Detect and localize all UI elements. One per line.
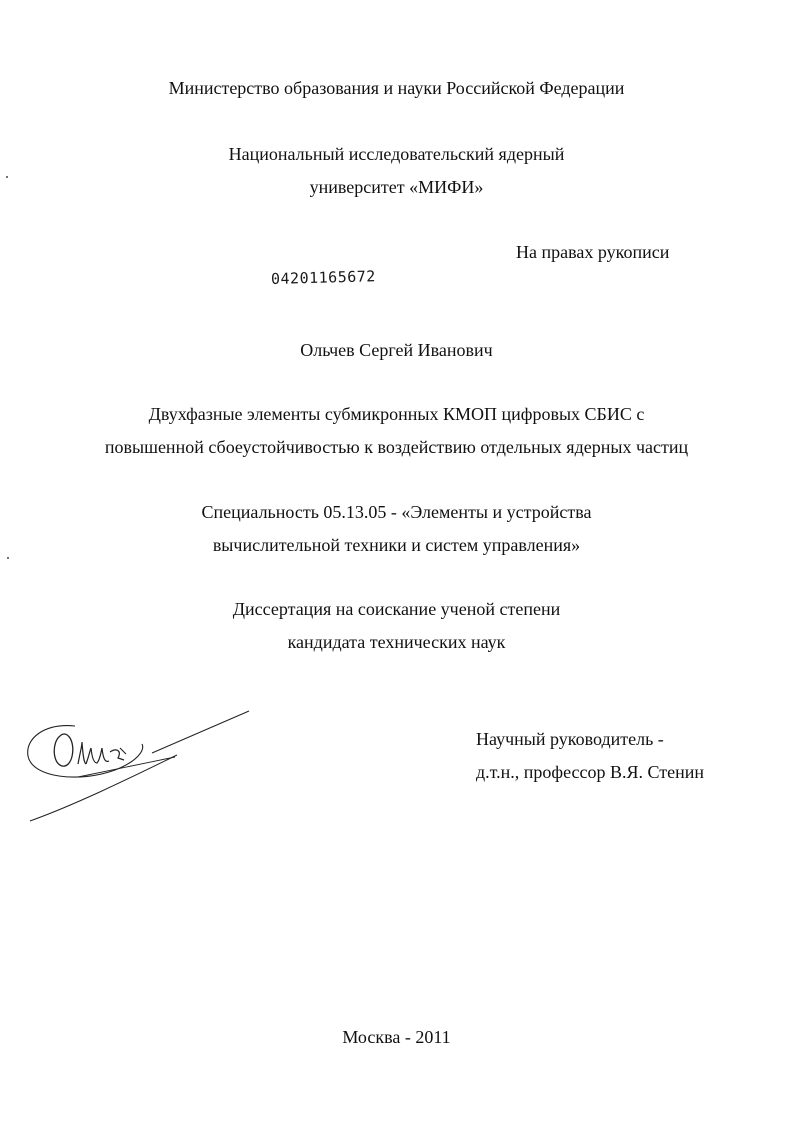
handwritten-signature	[20, 708, 260, 828]
rights-notice: На правах рукописи	[516, 242, 670, 262]
thesis-title-line2: повышенной сбоеустойчивостью к воздействию отдельных ядерных частиц	[104, 437, 689, 457]
ministry-name: Министерство образования и науки Российской Федерации	[168, 78, 625, 98]
author-name: Ольчев Сергей Иванович	[300, 340, 493, 360]
supervisor-label: Научный руководитель -	[476, 729, 664, 749]
specialty-line1: Специальность 05.13.05 - «Элементы и устройства	[201, 502, 592, 522]
city-year: Москва - 2011	[342, 1027, 451, 1047]
scan-speck	[6, 176, 8, 178]
supervisor-name: д.т.н., профессор В.Я. Стенин	[476, 762, 705, 782]
degree-line1: Диссертация на соискание ученой степени	[232, 599, 561, 619]
university-name-line1: Национальный исследовательский ядерный	[228, 144, 565, 164]
thesis-title-line1: Двухфазные элементы субмикронных КМОП цифровых СБИС с	[148, 404, 645, 424]
scan-speck	[7, 557, 9, 559]
specialty-line2: вычислительной техники и систем управления»	[212, 535, 581, 555]
degree-line2: кандидата технических наук	[287, 632, 506, 652]
university-name-line2: университет «МИФИ»	[309, 177, 484, 197]
library-stamp-number: 04201165672	[270, 267, 377, 288]
